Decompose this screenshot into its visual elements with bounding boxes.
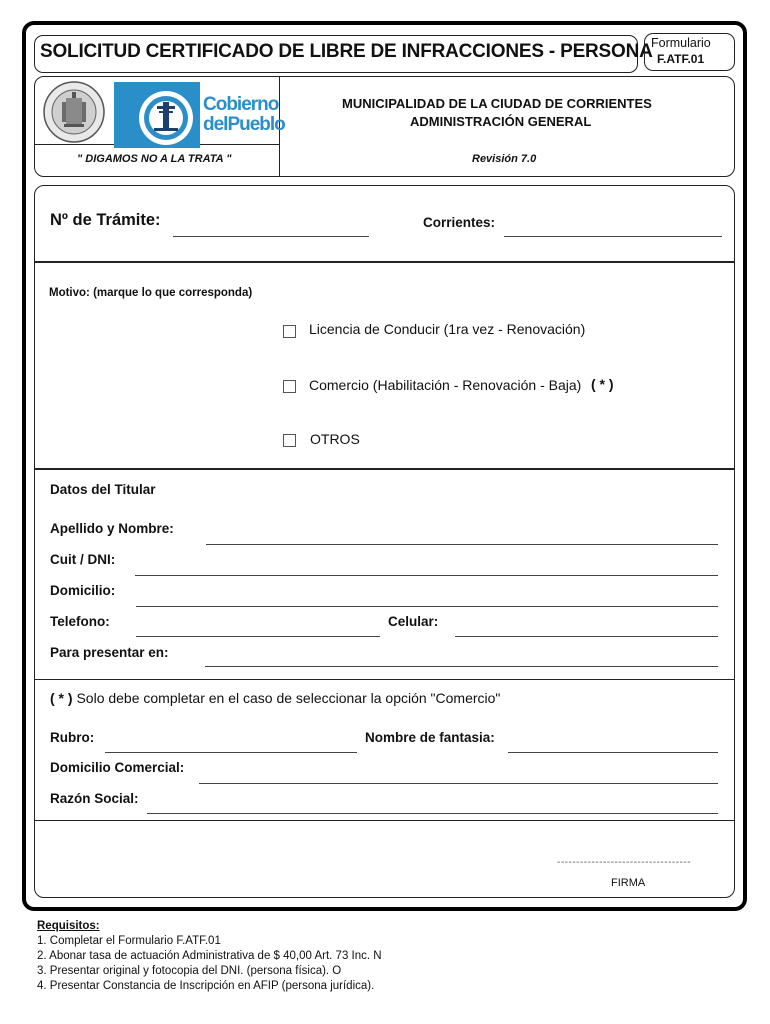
form-code-value: F.ATF.01 bbox=[657, 52, 705, 66]
comercio-option-label: Comercio (Habilitación - Renovación - Baja) bbox=[309, 377, 582, 393]
form-code-label: Formulario bbox=[651, 36, 711, 50]
domicilio-comercial-field[interactable] bbox=[199, 783, 718, 784]
section-divider bbox=[34, 261, 735, 263]
titular-section-label: Datos del Titular bbox=[50, 482, 156, 497]
razon-social-field[interactable] bbox=[147, 813, 718, 814]
celular-label: Celular: bbox=[388, 614, 439, 629]
telefono-field[interactable] bbox=[136, 636, 380, 637]
comercio-checkbox[interactable] bbox=[283, 380, 296, 393]
presentar-field[interactable] bbox=[205, 666, 718, 667]
otros-checkbox[interactable] bbox=[283, 434, 296, 447]
motivo-label: Motivo: (marque lo que corresponda) bbox=[49, 287, 253, 299]
celular-field[interactable] bbox=[455, 636, 718, 637]
licencia-checkbox[interactable] bbox=[283, 325, 296, 338]
requisito-item: 3. Presentar original y fotocopia del DNI. (persona física). O bbox=[37, 965, 342, 977]
municipal-seal-logo bbox=[40, 80, 108, 144]
razon-social-label: Razón Social: bbox=[50, 791, 139, 806]
section-divider bbox=[34, 468, 735, 470]
gobierno-badge-logo bbox=[114, 82, 200, 148]
comercio-note-text: Solo debe completar en el caso de seleccionar la opción "Comercio" bbox=[76, 690, 501, 706]
tramite-number-label: Nº de Trámite: bbox=[50, 211, 161, 229]
requisito-item: 4. Presentar Constancia de Inscripción en AFIP (persona jurídica). bbox=[37, 980, 375, 992]
fantasia-label: Nombre de fantasia: bbox=[365, 730, 495, 745]
section-divider bbox=[34, 679, 735, 680]
firma-label: FIRMA bbox=[611, 877, 646, 889]
requisito-item: 1. Completar el Formulario F.ATF.01 bbox=[37, 935, 221, 947]
licencia-option-label: Licencia de Conducir (1ra vez - Renovación) bbox=[309, 321, 586, 337]
comercio-note bbox=[50, 690, 500, 706]
rubro-label: Rubro: bbox=[50, 730, 95, 745]
domicilio-label: Domicilio: bbox=[50, 583, 116, 598]
domicilio-field[interactable] bbox=[136, 606, 718, 607]
form-title: SOLICITUD CERTIFICADO DE LIBRE DE INFRACCIONES - PERSONA bbox=[40, 41, 653, 62]
corrientes-date-field[interactable] bbox=[504, 236, 722, 237]
administration-name: ADMINISTRACIÓN GENERAL bbox=[410, 114, 592, 129]
municipality-name: MUNICIPALIDAD DE LA CIUDAD DE CORRIENTES bbox=[342, 96, 652, 111]
tramite-number-field[interactable] bbox=[173, 236, 369, 237]
firma-line: ----------------------------------- bbox=[557, 857, 692, 868]
revision: Revisión 7.0 bbox=[472, 153, 537, 165]
domicilio-comercial-label: Domicilio Comercial: bbox=[50, 760, 185, 775]
presentar-label: Para presentar en: bbox=[50, 645, 169, 660]
cuit-label: Cuit / DNI: bbox=[50, 552, 116, 567]
fantasia-field[interactable] bbox=[508, 752, 718, 753]
rubro-field[interactable] bbox=[105, 752, 357, 753]
section-divider bbox=[34, 820, 735, 821]
comercio-asterisk: ( * ) bbox=[591, 376, 614, 392]
apellido-field[interactable] bbox=[206, 544, 718, 545]
cuit-field[interactable] bbox=[135, 575, 718, 576]
apellido-label: Apellido y Nombre: bbox=[50, 521, 174, 536]
requisitos-title: Requisitos: bbox=[37, 920, 100, 932]
logo-text-line2: delPueblo bbox=[203, 114, 285, 135]
telefono-label: Telefono: bbox=[50, 614, 110, 629]
logo-text-line1: Cobierno bbox=[203, 94, 279, 115]
otros-option-label: OTROS bbox=[310, 431, 360, 447]
corrientes-label: Corrientes: bbox=[423, 215, 496, 230]
slogan: " DIGAMOS NO A LA TRATA " bbox=[77, 153, 232, 165]
requisito-item: 2. Abonar tasa de actuación Administrativa de $ 40,00 Art. 73 Inc. N bbox=[37, 950, 382, 962]
comercio-note-mark: ( * ) bbox=[50, 690, 73, 706]
